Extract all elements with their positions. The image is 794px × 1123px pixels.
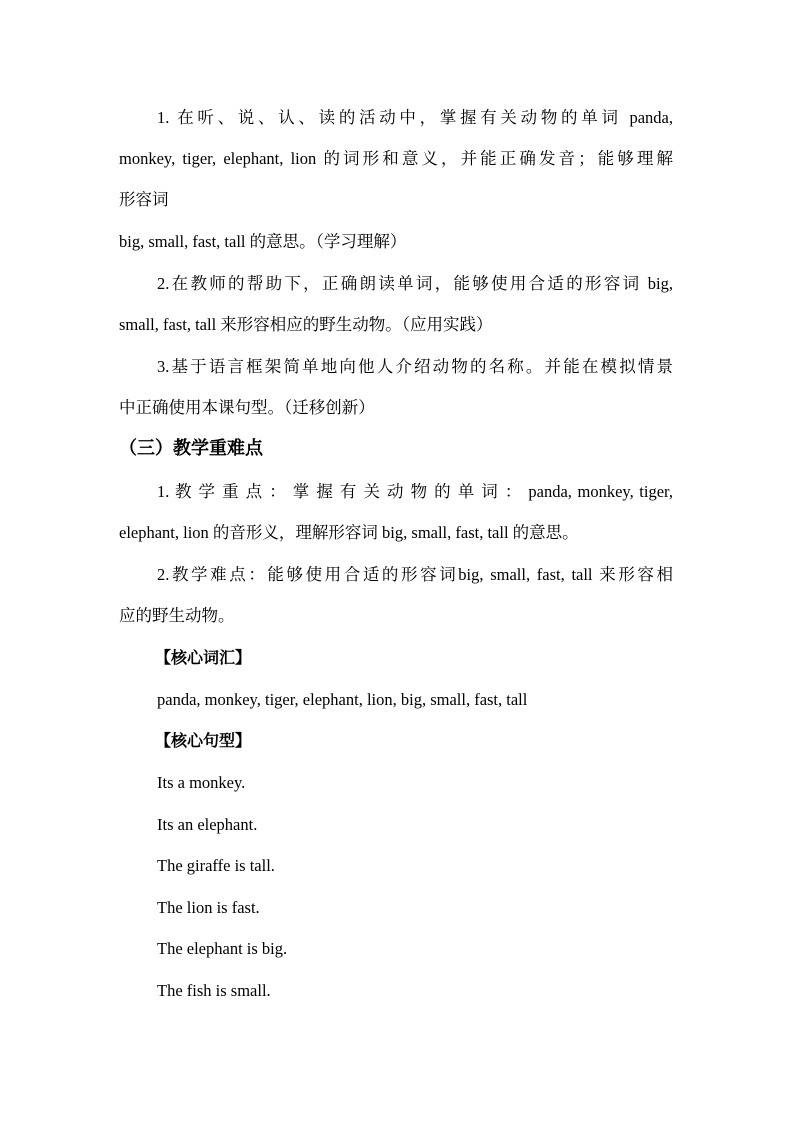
core-sentence-1: Its a monkey. [157,773,246,792]
core-vocab-words: panda, monkey, tiger, elephant, lion, big, small, fast, tall [157,690,528,709]
objective-2-line-2: small, fast, tall 来形容相应的野生动物。（应用实践） [119,315,493,334]
objective-1-line-4: big, small, fast, tall 的意思。（学习理解） [119,232,407,251]
core-sentences-title: 【核心句型】 [155,731,252,750]
objective-3-line-2: 中正确使用本课句型。（迁移创新） [119,398,375,417]
core-vocab-title: 【核心词汇】 [155,648,252,667]
objective-2-line-1: 2.在教师的帮助下，正确朗读单词，能够使用合适的形容词 big, [157,274,673,293]
core-sentence-5: The elephant is big. [157,939,288,958]
objective-1-line-3: 形容词 [119,190,169,209]
core-sentence-3: The giraffe is tall. [157,856,275,875]
core-sentence-2: Its an elephant. [157,815,258,834]
objective-1-line-2: monkey, tiger, elephant, lion 的词形和意义，并能正确发音；能够理解 [119,149,673,168]
key-point-1-line-1: 1. 教 学 重 点 ： 掌 握 有 关 动 物 的 单 词 ： panda, monkey, tiger, [157,482,673,501]
objective-1-line-1: 1. 在听、说、认、读的活动中，掌握有关动物的单词 panda, [157,108,673,127]
key-point-1-line-2: elephant, lion 的音形义，理解形容词 big, small, fast, tall 的意思。 [119,523,579,542]
core-sentence-6: The fish is small. [157,981,271,1000]
section-heading: （三）教学重难点 [119,438,263,459]
key-point-2-line-1: 2.教学难点：能够使用合适的形容词big, small, fast, tall 来形容相 [157,565,673,584]
key-point-2-line-2: 应的野生动物。 [119,606,235,625]
core-sentence-4: The lion is fast. [157,898,260,917]
objective-3-line-1: 3.基于语言框架简单地向他人介绍动物的名称。并能在模拟情景 [157,357,673,376]
